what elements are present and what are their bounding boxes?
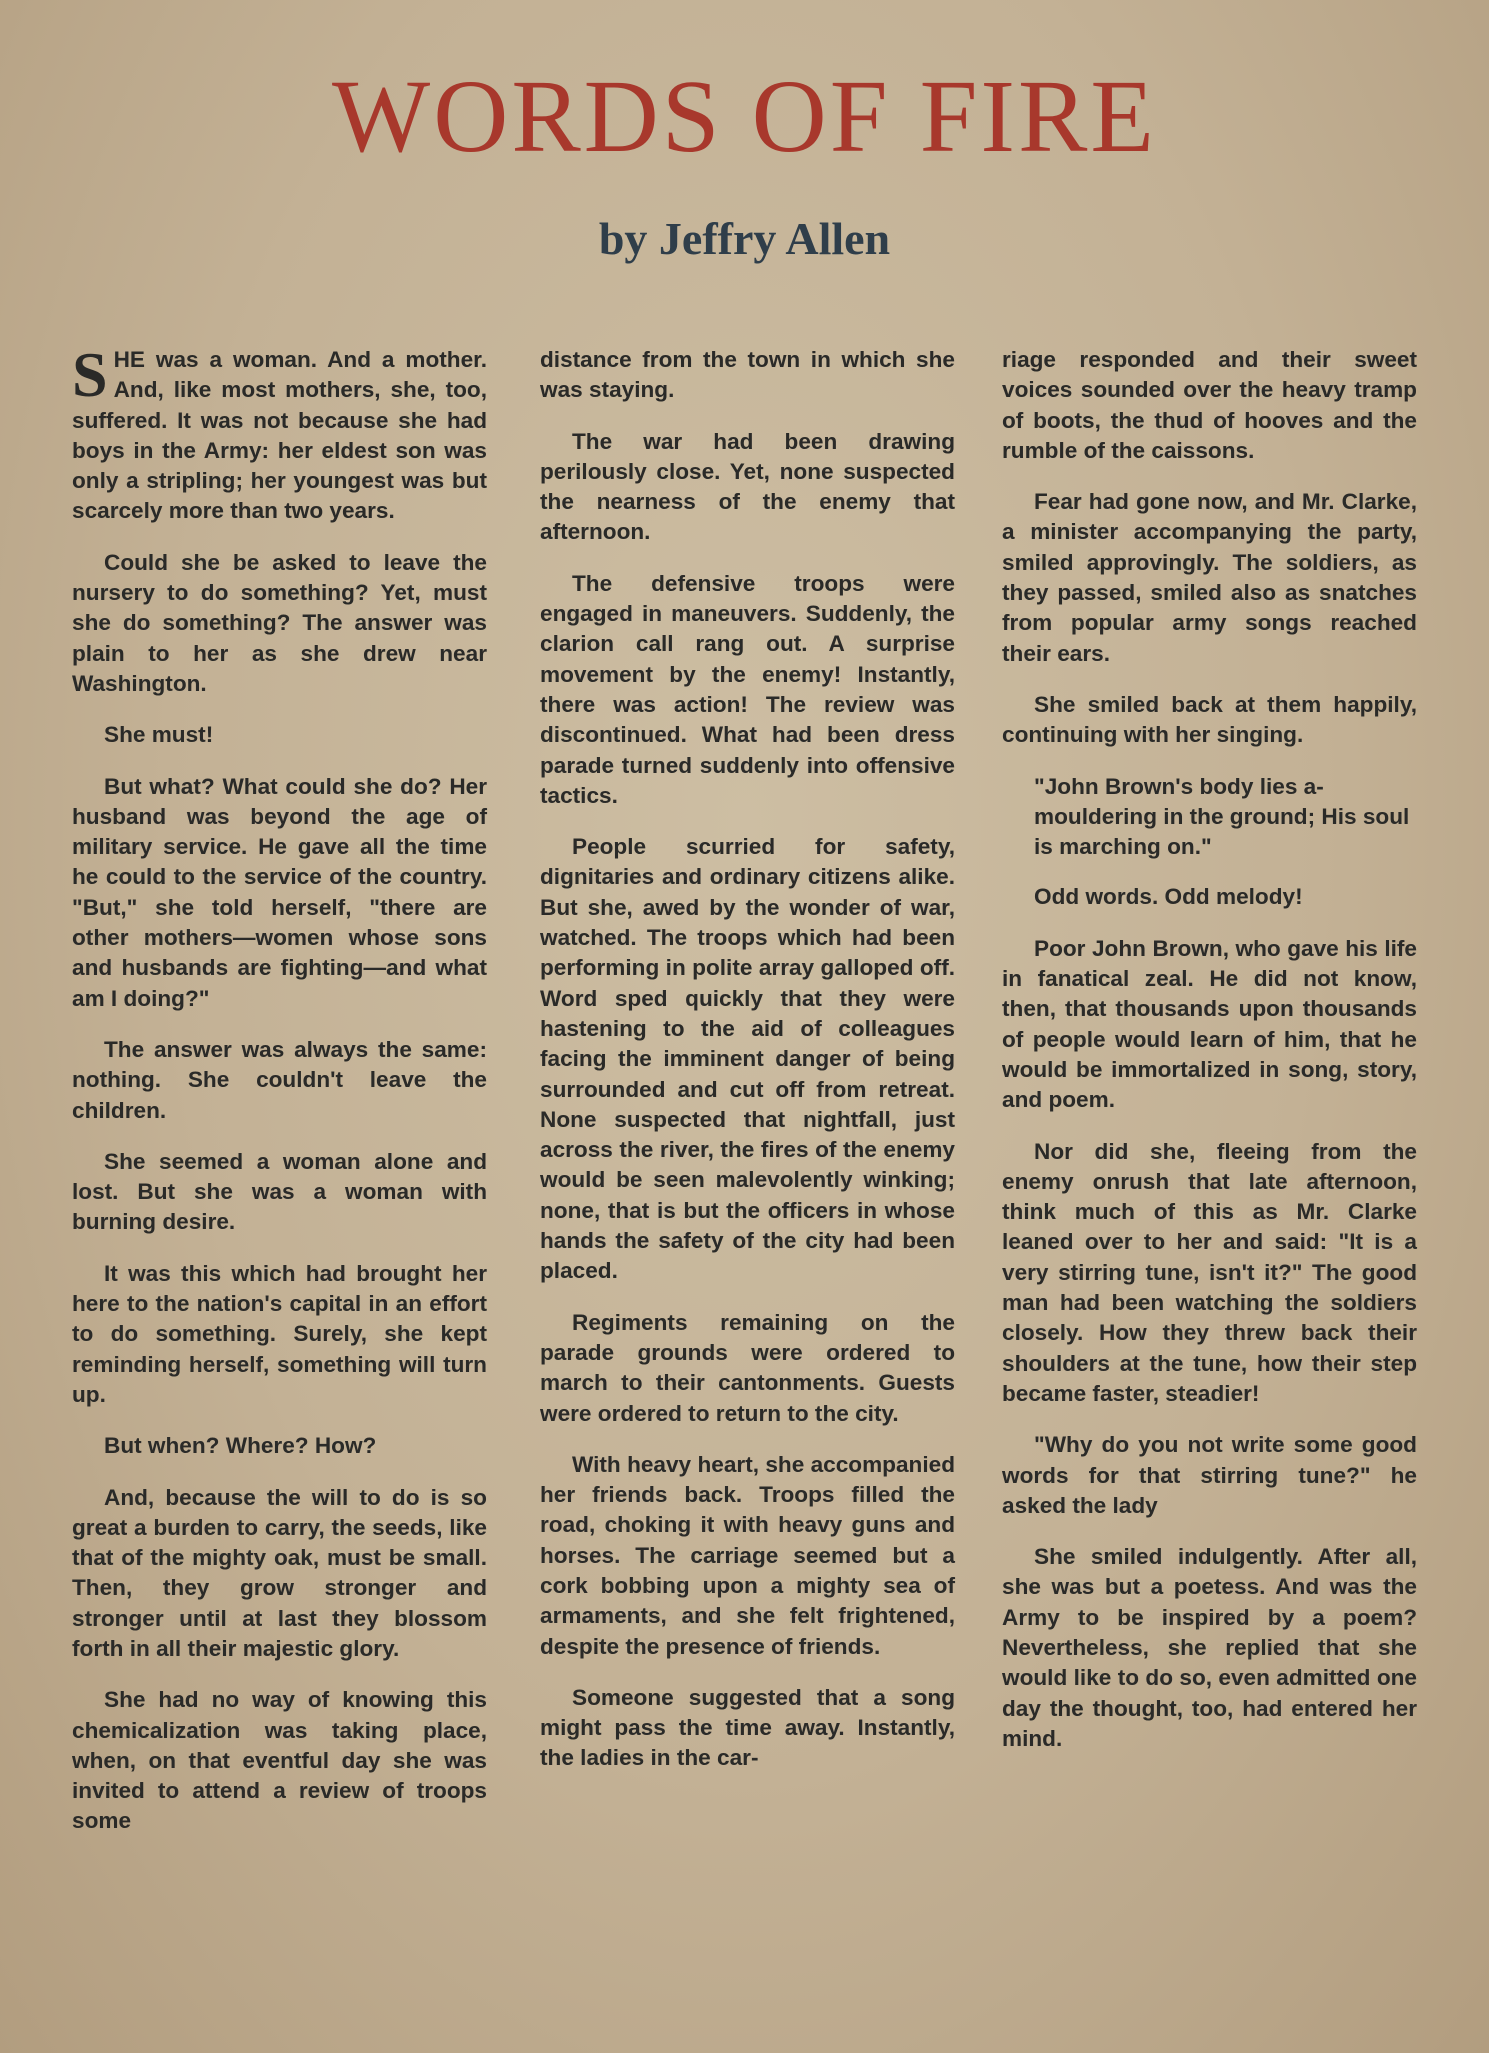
- paragraph: The defensive troops were engaged in maneuvers. Suddenly, the clarion call rang out. A surprise movement by the enemy! Instantly, there was action! The review was discontinued. What had been dress parade turned suddenly into offensive tactics.: [540, 570, 955, 808]
- paragraph: The answer was always the same: nothing. She couldn't leave the children.: [72, 1036, 487, 1123]
- paragraph: But what? What could she do? Her husband was beyond the age of military service. He gave all the time he could to the service of the country. "But," she told herself, "there are other mothers—women whose sons and husbands are fighting—and what am I doing?": [72, 773, 487, 1011]
- text-column-1: [72, 339, 487, 1858]
- text-column-3: [1002, 345, 1417, 1775]
- paragraph: "Why do you not write some good words for that stirring tune?" he asked the lady: [1002, 1432, 1417, 1518]
- paragraph: riage responded and their sweet voices sounded over the heavy tramp of boots, the thud of hooves and the rumble of the caissons.: [1002, 347, 1417, 463]
- drop-cap: S: [72, 339, 108, 410]
- paragraph: Could she be asked to leave the nursery to do something? Yet, must she do something? The answer was plain to her as she drew near Washington.: [72, 549, 487, 696]
- paragraph: [72, 339, 487, 527]
- paragraph: She seemed a woman alone and lost. But she was a woman with burning desire.: [72, 1148, 487, 1235]
- paragraph: Regiments remaining on the parade grounds were ordered to march to their cantonments. Guests were ordered to return to the city.: [540, 1309, 955, 1426]
- paragraph: Nor did she, fleeing from the enemy onrush that late afternoon, think much of this as Mr. Clarke leaned over to her and said: "It is a very stirring tune, isn't it?" The good man had been watching the soldiers closely. How they threw back their shoulders at the tune, how their step became faster, steadier!: [1002, 1138, 1417, 1406]
- paragraph: And, because the will to do is so great a burden to carry, the seeds, like that of the mighty oak, must be small. Then, they grow stronger and stronger until at last they blossom forth in all their majestic glory.: [72, 1484, 487, 1661]
- paragraph: It was this which had brought her here to the nation's capital in an effort to do something. Surely, she kept reminding herself, something will turn up.: [72, 1260, 487, 1407]
- paragraph: But when? Where? How?: [104, 1433, 377, 1459]
- paragraph: She had no way of knowing this chemicalization was taking place, when, on that eventful day she was invited to attend a review of troops some: [72, 1687, 487, 1834]
- paragraph: distance from the town in which she was staying.: [540, 347, 955, 403]
- paragraph: Someone suggested that a song might pass the time away. Instantly, the ladies in the car-: [540, 1684, 955, 1771]
- paragraph: The war had been drawing perilously close. Yet, none suspected the nearness of the enemy that afternoon.: [540, 428, 955, 545]
- paragraph-text: HE was a woman. And a mother. And, like most mothers, she, too, suffered. It was not because she had boys in the Army: her eldest son was only a stripling; her youngest was but scarcely more than two years.: [72, 347, 487, 524]
- paragraph: People scurried for safety, dignitaries and ordinary citizens alike. But she, awed by the wonder of war, watched. The troops which had been performing in polite array galloped off. Word sped quickly that they were hastening to the aid of colleagues facing the imminent danger of being surrounded and cut off from retreat. None suspected that nightfall, just across the river, the fires of the enemy would be seen malevolently winking; none, that is but the officers in whose hands the safety of the city had been placed.: [540, 834, 955, 1284]
- paragraph: Poor John Brown, who gave his life in fanatical zeal. He did not know, then, that thousands upon thousands of people would learn of him, that he would be immortalized in song, story, and poem.: [1002, 935, 1417, 1113]
- text-column-2: [540, 345, 955, 1795]
- paragraph: She must!: [104, 722, 214, 748]
- paragraph: With heavy heart, she accompanied her friends back. Troops filled the road, choking it with heavy guns and horses. The carriage seemed but a cork bobbing upon a mighty sea of armaments, and she felt frightened, despite the presence of friends.: [540, 1451, 955, 1659]
- paragraph: She smiled back at them happily, continuing with her singing.: [1002, 691, 1417, 748]
- paragraph: Odd words. Odd melody!: [1034, 884, 1303, 910]
- paragraph: She smiled indulgently. After all, she was but a poetess. And was the Army to be inspired by a poem? Nevertheless, she replied that she would like to do so, even admitted one day the thought, too, had entered her mind.: [1002, 1544, 1417, 1751]
- article-title: WORDS OF FIRE: [332, 59, 1157, 174]
- song-verse: "John Brown's body lies a-mouldering in the ground; His soul is marching on.": [1034, 773, 1410, 860]
- paragraph: Fear had gone now, and Mr. Clarke, a minister accompanying the party, smiled approvingly. The soldiers, as they passed, smiled also as snatches from popular army songs reached their ears.: [1002, 489, 1417, 666]
- article-byline: by Jeffry Allen: [598, 213, 891, 264]
